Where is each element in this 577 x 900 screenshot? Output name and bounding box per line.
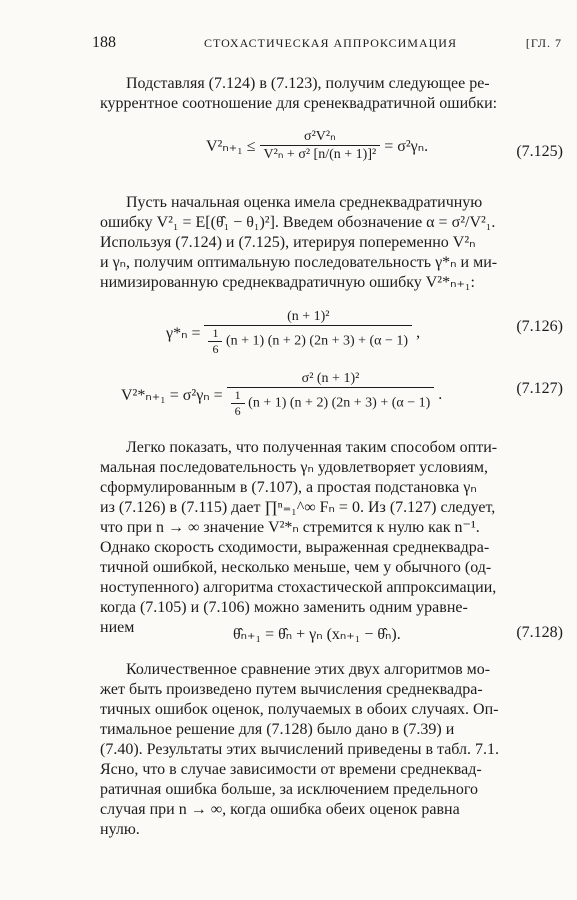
eq-inner-denominator: 6 (212, 342, 219, 356)
text-line: Используя (7.124) и (7.125), итерируя попеременно V²ₙ (100, 234, 476, 251)
eq-tail: , (416, 324, 421, 341)
eq-inner-denominator: 6 (234, 404, 241, 418)
equation-number: (7.128) (516, 624, 563, 641)
text-line: Легко показать, что полученная таким способом опти- (126, 439, 498, 456)
text-line: случая при n → ∞, когда ошибка обеих оценок равна (100, 801, 460, 818)
eq-denominator-body: (n + 1) (n + 2) (2n + 3) + (α − 1) (225, 333, 409, 349)
text-line: мальная последовательность γₙ удовлетворяет условиям, (100, 459, 488, 476)
text-line: Однако скорость сходимости, выраженная среднеквадра- (100, 539, 490, 556)
text-line: тимальное решение для (7.128) было дано в (7.39) и (100, 721, 455, 738)
eq-fraction (227, 371, 435, 419)
text-line: ноступенного) алгоритма стохастической аппроксимации, (100, 579, 497, 596)
eq-lhs: V²*ₙ₊₁ = σ²γₙ = (121, 387, 223, 404)
eq-lhs: γ*ₙ = (166, 325, 201, 342)
equation-7-125 (206, 128, 428, 163)
eq-numerator: σ²V²ₙ (260, 128, 381, 146)
text-line: сформулированным в (7.107), а простая подстановка γₙ (100, 479, 477, 496)
text-line: и γₙ, получим оптимальную последовательность γ*ₙ и ми- (100, 254, 498, 271)
text-line: ошибку V²₁ = E[(θ̂₁ − θ₁)²]. Введем обозначение α = σ²/V²₁. (100, 214, 496, 231)
text-line: жет быть произведено путем вычисления среднеквадра- (100, 681, 483, 698)
text-line: нимизированную среднеквадратичную ошибку V²*ₙ₊₁: (100, 274, 475, 291)
running-title: СТОХАСТИЧЕСКАЯ АППРОКСИМАЦИЯ (204, 36, 457, 50)
text-line: Подставляя (7.124) в (7.123), получим следующее ре- (126, 75, 490, 92)
text-line: ратичная ошибка больше, за исключением предельного (100, 781, 478, 798)
eq-fraction (204, 309, 412, 357)
text-line: нулю. (100, 821, 140, 838)
eq-rhs: = σ²γₙ. (384, 137, 429, 155)
text-line: Пусть начальная оценка имела среднеквадратичную (126, 194, 483, 211)
chapter-label: [ГЛ. 7 (525, 36, 562, 50)
text-line: из (7.126) в (7.115) дает ∏ⁿ₌₁^∞ Fₙ = 0. Из (7.127) следует, (100, 499, 496, 516)
equation-number: (7.125) (516, 143, 563, 160)
eq-denominator (204, 326, 412, 357)
paragraph-4 (100, 660, 564, 840)
equation-7-127 (121, 371, 442, 419)
eq-lhs: V²ₙ₊₁ ≤ (206, 137, 256, 155)
text-line: тичной ошибкой, несколько меньше, чем у обычного (од- (100, 559, 492, 576)
equation-7-128 (233, 624, 401, 644)
equation-number: (7.126) (516, 318, 563, 335)
equation-7-126 (166, 309, 420, 357)
text-line: что при n → ∞ значение V²*ₙ стремится к нулю как n⁻¹. (100, 519, 480, 536)
eq-inner-fraction (231, 388, 245, 419)
text-line: Ясно, что в случае зависимости от времени среднеквад- (100, 761, 482, 778)
eq-denominator (227, 388, 435, 419)
eq-inner-numerator: 1 (231, 388, 245, 404)
paragraph-2 (100, 193, 564, 293)
eq-denominator-body: (n + 1) (n + 2) (2n + 3) + (α − 1) (248, 395, 431, 411)
text-line: Количественное сравнение этих двух алгоритмов мо- (126, 661, 491, 678)
eq-fraction (260, 128, 381, 163)
text-line: тичных ошибок оценок, получаемых в обоих случаях. Оп- (100, 701, 499, 718)
text-line: (7.40). Результаты этих вычислений приведены в табл. 7.1. (100, 741, 500, 758)
eq-tail: . (438, 386, 443, 403)
page-number: 188 (92, 34, 116, 51)
text-line: куррентное соотношение для сренеквадратичной ошибки: (100, 95, 498, 112)
eq-inner-fraction (208, 326, 222, 357)
paragraph-1 (100, 74, 564, 114)
eq-inner-numerator: 1 (208, 326, 222, 342)
text-line: нием (100, 619, 135, 636)
eq-numerator: σ² (n + 1)² (227, 371, 435, 388)
eq-denominator: V²ₙ + σ² [n/(n + 1)]² (263, 147, 377, 162)
paragraph-3 (100, 438, 564, 638)
equation-number: (7.127) (516, 380, 563, 397)
eq-body: θ̂ₙ₊₁ = θ̂ₙ + γₙ (xₙ₊₁ − θ̂ₙ). (233, 626, 401, 643)
running-header (92, 34, 562, 58)
text-line: когда (7.105) и (7.106) можно заменить одним уравне- (100, 599, 468, 616)
eq-numerator: (n + 1)² (204, 309, 412, 326)
